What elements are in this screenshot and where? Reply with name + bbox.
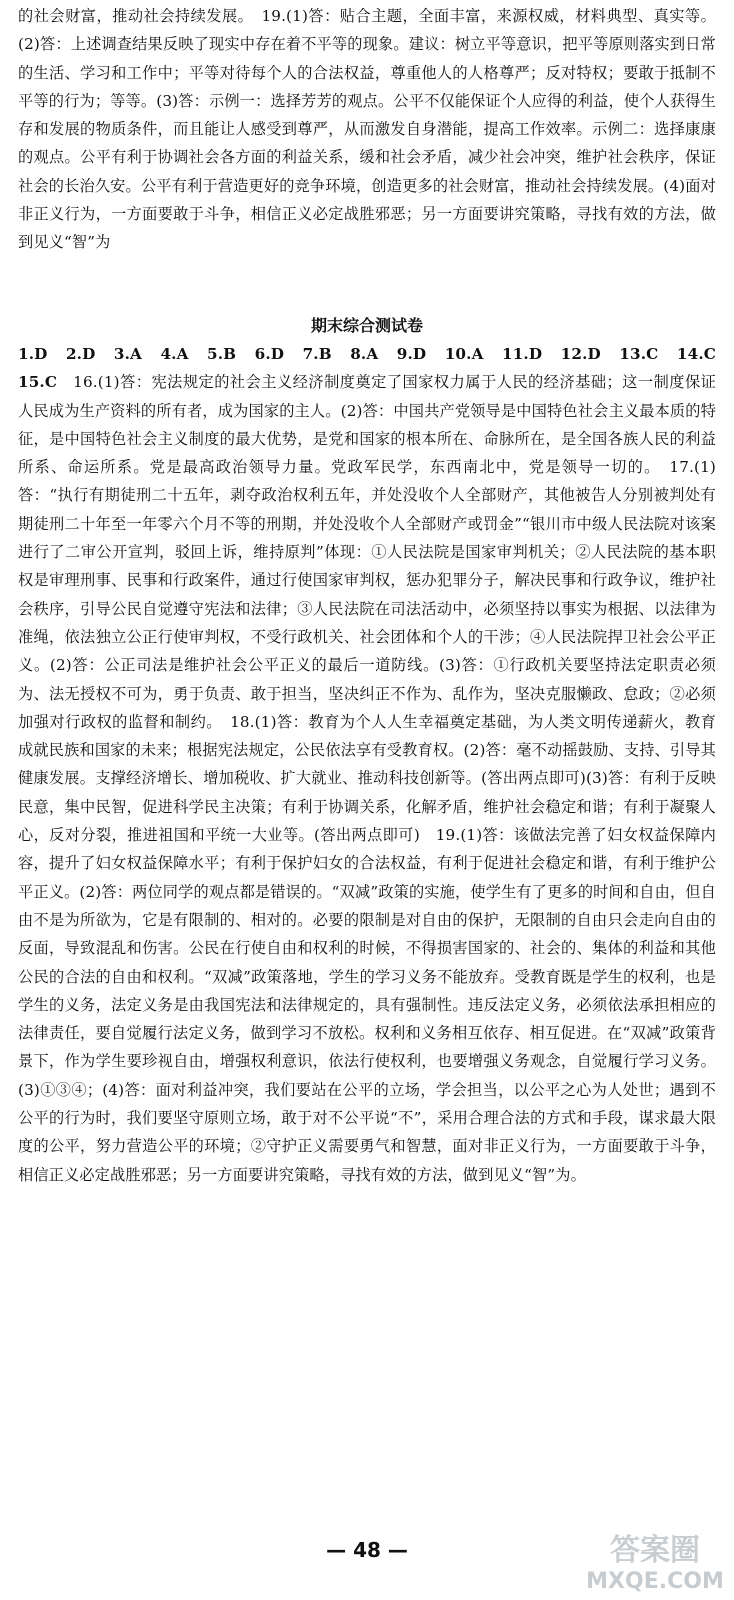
watermark-logo [580,1524,730,1594]
page-number: — 48 — [326,1538,408,1562]
previous-answers-text: 的社会财富，推动社会持续发展。 19.(1)答：贴合主题，全面丰富，来源权威，材料典型、真实等。(2)答：上述调查结果反映了现实中存在着不平等的现象。建议：树立平等意识，把平等原则落实到日常的生活、学习和工作中；平等对待每个人的合法权益，尊重他人的人格尊严；反对特权；要敢于抵制不平等的行为；等等。(3)答：示例一：选择芳芳的观点。公平不仅能保证个人应得的利益，使个人获得生存和发展的物质条件，而且能让人感受到尊严，从而激发自身潜能，提高工作效率。示例二：选择康康的观点。公平有利于协调社会各方面的利益关系，缓和社会矛盾，减少社会冲突，维护社会秩序，保证社会的长治久安。公平有利于营造更好的竞争环境，创造更多的社会财富，推动社会持续发展。(4)面对非正义行为，一方面要敢于斗争，相信正义必定战胜邪恶；另一方面要讲究策略，寻找有效的方法，做到见义“智”为 [18,7,716,252]
watermark-url-text: MXQE.COM [586,1569,724,1594]
final-exam-answers [18,340,732,1189]
multiple-choice-answer-key: 1.D 2.D 3.A 4.A 5.B 6.D 7.B 8.A 9.D 10.A 11.D 12.D 13.C 14.C 15.C [18,345,732,392]
watermark-logo-text: 答案圈 [610,1533,700,1568]
essay-answers-text: 16.(1)答：宪法规定的社会主义经济制度奠定了国家权力属于人民的经济基础；这一制度保证人民成为生产资料的所有者，成为国家的主人。(2)答：中国共产党领导是中国特色社会主义最本质的特征，是中国特色社会主义制度的最大优势，是党和国家的根本所在、命脉所在，是全国各族人民的利益所系、命运所系。党是最高政治领导力量。党政军民学，东西南北中，党是领导一切的。 17.(1)答：“执行有期徒刑二十五年，剥夺政治权利五年，并处没收个人全部财产，其他被告人分别被判处有期徒刑二十年至一年零六个月不等的刑期，并处没收个人全部财产或罚金”“银川市中级人民法院对该案进行了二审公开宣判，驳回上诉，维持原判”体现：①人民法院是国家审判机关；②人民法院的基本职权是审理刑事、民事和行政案件，通过行使国家审判权，惩办犯罪分子，解决民事和行政争议，维护社会秩序，引导公民自觉遵守宪法和法律；③人民法院在司法活动中，必须坚持以事实为根据、以法律为准绳，依法独立公正行使审判权，不受行政机关、社会团体和个人的干涉；④人民法院捍卫社会公平正义。(2)答：公正司法是维护社会公平正义的最后一道防线。(3)答：①行政机关要坚持法定职责必须为、法无授权不可为，勇于负责、敢于担当，坚决纠正不作为、乱作为，坚决克服懒政、怠政；②必须加强对行政权的监督和制约。 18.(1)答：教育为个人人生幸福奠定基础，为人类文明传递薪火，教育成就民族和国家的未来；根据宪法规定，公民依法享有受教育权。(2)答：毫不动摇鼓励、支持、引导其健康发展。支撑经济增长、增加税收、扩大就业、推动科技创新等。(答出两点即可)(3)答：有利于反映民意，集中民智，促进科学民主决策；有利于协调关系，化解矛盾，维护社会稳定和谐；有利于凝聚人心，反对分裂，推进祖国和平统一大业等。(答出两点即可) 19.(1)答：该做法完善了妇女权益保障内容，提升了妇女权益保障水平；有利于保护妇女的合法权益，有利于促进社会稳定和谐，有利于维护公平正义。(2)答：两位同学的观点都是错误的。“双减”政策的实施，使学生有了更多的时间和自由，但自由不是为所欲为，它是有限制的、相对的。必要的限制是对自由的保护，无限制的自由只会走向自由的反面，导致混乱和伤害。公民在行使自由和权利的时候，不得损害国家的、社会的、集体的利益和其他公民的合法的自由和权利。“双减”政策落地，学生的学习义务不能放弃。受教育既是学生的权利，也是学生的义务，法定义务是由我国宪法和法律规定的，具有强制性。违反法定义务，必须依法承担相应的法律责任，要自觉履行法定义务，做到学习不放松。权利和义务相互依存、相互促进。在“双减”政策背景下，作为学生要珍视自由，增强权利意识，依法行使权利，也要增强义务观念，自觉履行学习义务。(3)①③④；(4)答：面对利益冲突，我们要站在公平的立场，学会担当，以公平之心为人处世；遇到不公平的行为时，我们要坚守原则立场，敢于对不公平说“不”，采用合理合法的方式和手段，谋求最大限度的公平，努力营造公平的环境；②守护正义需要勇气和智慧，面对非正义行为，一方面要敢于斗争，相信正义必定战胜邪恶；另一方面要讲究策略，寻找有效的方法，做到见义“智”为。 [18,373,716,1184]
section-title: 期末综合测试卷 [310,316,423,335]
